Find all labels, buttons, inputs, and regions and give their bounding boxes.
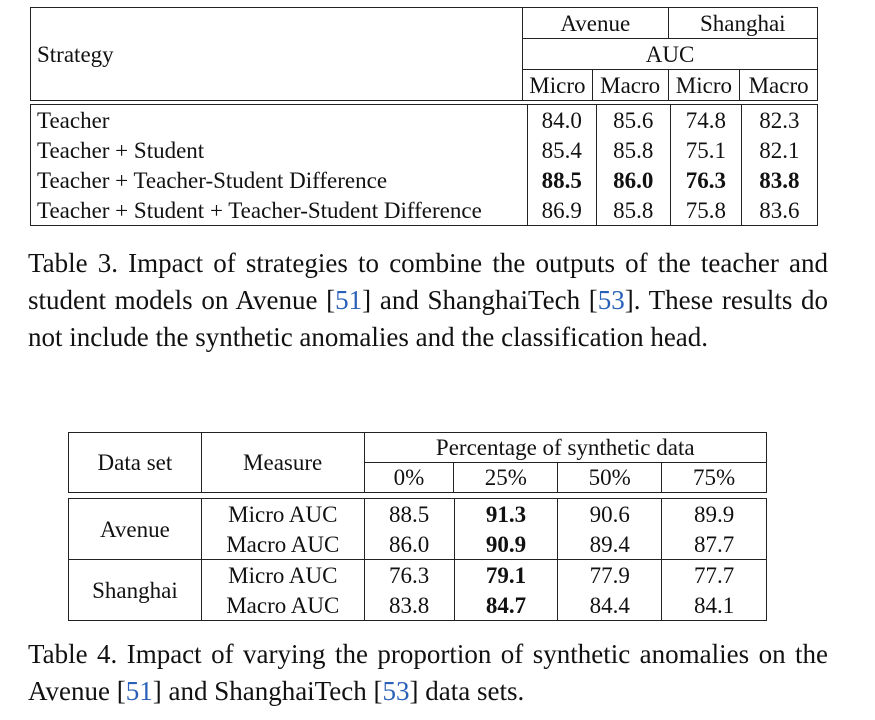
caption-text: ] and ShanghaiTech [ [362,285,598,315]
citation-link[interactable]: 53 [597,285,625,315]
table3-body [30,104,818,226]
table4-percentage-header: Percentage of synthetic data [364,433,767,463]
row-label: Teacher + Student + Teacher-Student Difference [31,195,528,226]
cell-value: 88.5 [364,499,454,530]
table-row [31,195,818,226]
caption-text: ]. These results do not include the synthetic anomalies and the classification head. [28,285,829,352]
cell-value: 87.7 [662,529,767,560]
cell-value: 85.4 [541,137,582,163]
table4-percent-header: 25% [454,463,558,493]
citation-link[interactable]: 51 [335,285,363,315]
caption-text: Table 4. Impact of varying the proportion of synthetic anomalies on the Avenue [ [28,639,828,706]
cell-value-best: 86.0 [596,165,670,195]
cell-value: 84.4 [558,590,662,621]
cell-value: 83.6 [741,195,817,226]
cell-value-best: 76.3 [671,165,742,195]
table-row [31,165,818,195]
dataset-label: Avenue [100,516,170,542]
table3-header [30,7,818,101]
cell-value: 85.6 [596,105,670,136]
cell-value: 82.1 [741,135,817,165]
table4-caption [28,636,828,710]
table3-auc-header: AUC [523,39,818,70]
table4-body [68,498,767,621]
table3-sub-header: Macro [740,70,818,101]
cell-value: 84.1 [662,590,767,621]
cell-value-best: 88.5 [541,167,582,193]
caption-text: ] and ShanghaiTech [ [152,676,383,706]
cell-value: 85.8 [596,195,670,226]
cell-value: 86.9 [541,197,582,223]
cell-value-best: 91.3 [454,499,558,530]
table3-avenue-header: Avenue [560,10,631,36]
cell-value: 75.8 [671,195,742,226]
table-row [69,560,767,591]
cell-value: 86.0 [364,529,454,560]
cell-value: 74.8 [671,105,742,136]
dataset-label: Shanghai [69,560,202,621]
measure-label: Micro AUC [201,499,364,530]
measure-label: Micro AUC [201,560,364,591]
row-label: Teacher + Student [31,135,528,165]
table4-percent-header: 50% [558,463,662,493]
table4-percent-header: 75% [662,463,767,493]
cell-value: 76.3 [364,560,454,591]
cell-value: 77.7 [662,560,767,591]
table4-percent-header: 0% [364,463,454,493]
cell-value: 75.1 [671,135,742,165]
table3-shanghai-header: Shanghai [668,8,817,39]
cell-value-best: 84.7 [454,590,558,621]
table4-measure-header: Measure [201,433,364,493]
caption-text: ] data sets. [409,676,525,706]
cell-value-best: 79.1 [454,560,558,591]
table3-caption [28,245,828,356]
table4-header [68,432,767,493]
cell-value: 77.9 [558,560,662,591]
cell-value-best: 90.9 [454,529,558,560]
table4-dataset-header: Data set [97,450,173,475]
cell-value: 85.8 [596,135,670,165]
cell-value: 89.9 [662,499,767,530]
row-label: Teacher + Teacher-Student Difference [31,165,528,195]
caption-text: Table 3. Impact of strategies to combine the outputs of the teacher and student models on Avenue [ [28,248,828,315]
measure-label: Macro AUC [201,590,364,621]
cell-value: 83.8 [364,590,454,621]
measure-label: Macro AUC [201,529,364,560]
cell-value: 84.0 [541,107,582,133]
cell-value: 82.3 [741,105,817,136]
table3-sub-header: Macro [592,70,668,101]
citation-link[interactable]: 51 [125,676,153,706]
table3-sub-header: Micro [668,70,740,101]
cell-value: 90.6 [558,499,662,530]
table3-sub-header: Micro [523,70,593,101]
citation-link[interactable]: 53 [382,676,410,706]
table-row [31,105,818,136]
table-row [31,135,818,165]
table3-strategy-header: Strategy [31,8,523,101]
cell-value-best: 83.8 [741,165,817,195]
row-label: Teacher [31,105,528,136]
cell-value: 89.4 [558,529,662,560]
table-row [69,499,767,530]
